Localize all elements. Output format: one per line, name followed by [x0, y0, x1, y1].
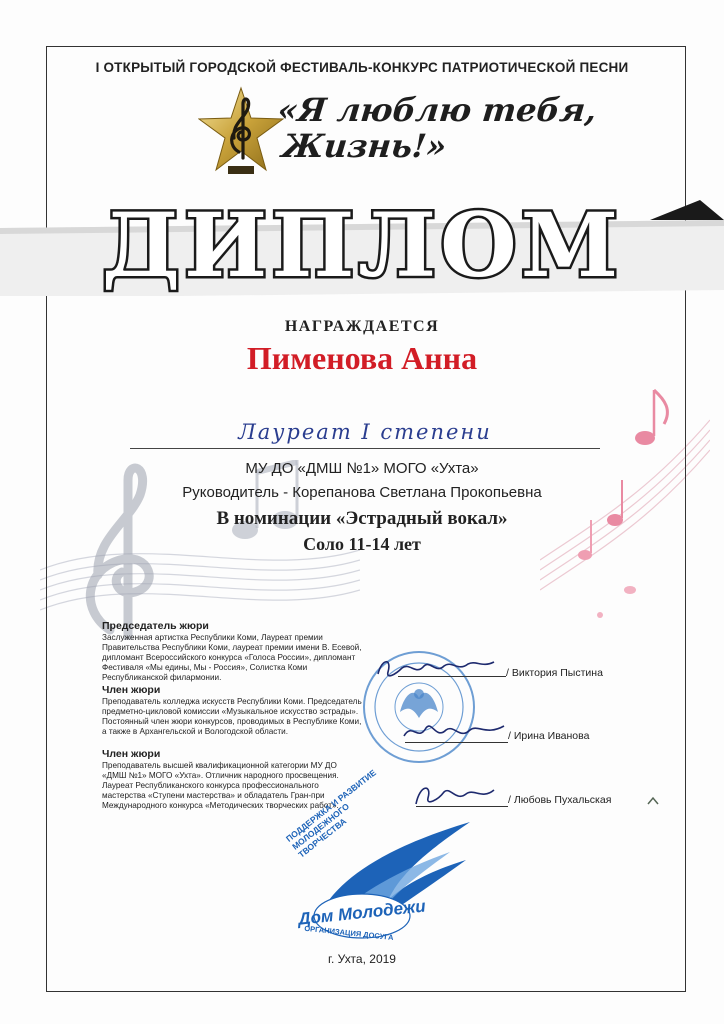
jury-signature-name-3: / Любовь Пухальская — [508, 794, 612, 806]
signature-2 — [400, 718, 510, 748]
festival-slogan — [272, 92, 600, 164]
festival-title: I ОТКРЫТЫЙ ГОРОДСКОЙ ФЕСТИВАЛЬ-КОНКУРС ПАТРИОТИЧЕСКОЙ ПЕСНИ — [95, 60, 629, 75]
gold-star-treble-clef-icon — [198, 86, 284, 178]
slogan-line-2: Жизнь!» — [280, 127, 449, 165]
leader-name: Руководитель - Корепанова Светлана Прокопьевна — [182, 484, 542, 501]
jury-chair-block — [102, 620, 362, 683]
jury-role: Член жюри — [102, 748, 161, 760]
nomination: В номинации «Эстрадный вокал» — [216, 508, 508, 529]
awarded-label: НАГРАЖДАЕТСЯ — [284, 318, 440, 335]
jury-member-1-block — [102, 684, 362, 737]
slogan-line-1: «Я люблю тебя, — [275, 91, 599, 129]
signature-1 — [372, 652, 502, 686]
signature-line-1 — [398, 676, 506, 677]
jury-signature-name-1: / Виктория Пыстина — [506, 667, 603, 679]
signature-line-2 — [405, 742, 508, 743]
logo-top-arc-text: ПОДДЕРЖКА И РАЗВИТИЕ МОЛОДЕЖНОГО ТВОРЧЕСТВА — [284, 767, 378, 860]
jury-member-2-block — [102, 748, 362, 811]
jury-description: Заслуженная артистка Республики Коми, Лауреат премии Правительства Республики Коми, лауреат премии имени В. Есевой, дипломант Всероссийского конкурса «Голоса России», дипломант Фестиваля «Мы едины, Мы - Россия», Солистка Коми Республиканской филармонии. — [102, 633, 362, 682]
award-underline — [130, 448, 600, 449]
jury-description: Преподаватель высшей квалификационной категории МУ ДО «ДМШ №1» МОГО «Ухта». Отличник народного просвещения. Лауреат Республиканского конкурса профессионального мастерства «Ступени мастерства» и обладатель Гран-при Международного конкурса «Методических творческих работ». — [102, 761, 339, 810]
jury-signature-name-2: / Ирина Иванова — [508, 730, 590, 742]
signature-line-3 — [416, 806, 508, 807]
diploma-title: ДИПЛОМ — [101, 193, 623, 297]
jury-role: Член жюри — [102, 684, 161, 696]
jury-description: Преподаватель колледжа искусств Республики Коми. Председатель предметно-цикловой комиссии «Музыкальное искусство эстрады». Постоянный член жюри конкурсов, проводимых в Республике Коми, а также в Архангельской и Вологодской области. — [102, 697, 362, 736]
city-year: г. Ухта, 2019 — [328, 952, 396, 966]
winner-name: Пименова Анна — [246, 340, 478, 376]
logo-name: Дом Молодежи — [297, 896, 427, 929]
logo-bottom-arc-text: ОРГАНИЗАЦИЯ ДОСУГА — [303, 923, 394, 943]
school-name: МУ ДО «ДМШ №1» МОГО «Ухта» — [245, 460, 479, 477]
award-degree-handwritten: Лауреат I степени — [238, 420, 492, 444]
age-category: Соло 11-14 лет — [303, 534, 421, 554]
small-mark — [646, 794, 660, 808]
jury-role: Председатель жюри — [102, 620, 209, 632]
